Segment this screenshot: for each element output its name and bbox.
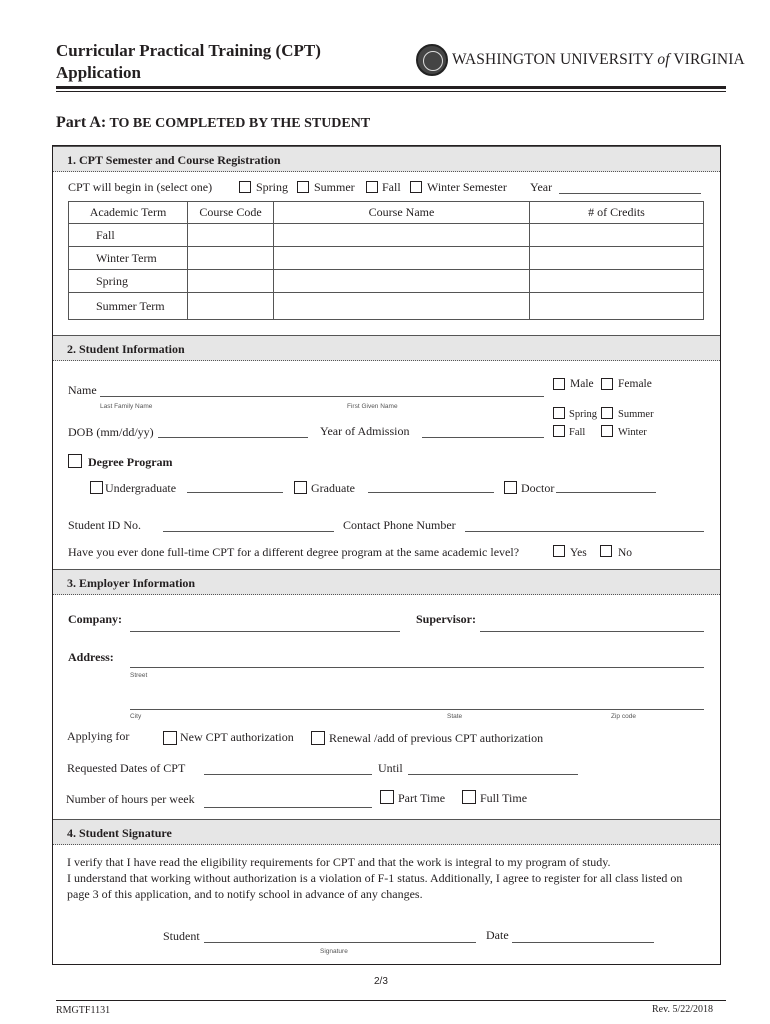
- university-name: [452, 51, 745, 69]
- city-label: City: [130, 713, 142, 720]
- doctor-checkbox[interactable]: [504, 481, 517, 494]
- spring-admit-label: Spring: [569, 409, 598, 420]
- hours-label: Number of hours per week: [66, 792, 195, 806]
- header-course-code: Course Code: [188, 202, 274, 224]
- form-id: RMGTF1131: [56, 1005, 111, 1016]
- student-id-label: Student ID No.: [68, 518, 141, 532]
- summer-label: Summer: [314, 180, 355, 194]
- certification-para1: I verify that I have read the eligibility requirements for CPT and that the work is integral to my program of study.: [67, 855, 611, 869]
- student-id-field[interactable]: [163, 531, 334, 532]
- supervisor-label: Supervisor:: [416, 612, 476, 626]
- course-table: [68, 201, 704, 320]
- state-label: State: [447, 713, 463, 720]
- section4-title: 4. Student Signature: [53, 819, 720, 845]
- requested-dates-label: Requested Dates of CPT: [67, 761, 186, 775]
- female-checkbox[interactable]: [601, 378, 613, 390]
- footer-rule: [56, 1000, 726, 1001]
- row-term-winter: Winter Term: [69, 247, 188, 270]
- winter-admit-checkbox[interactable]: [601, 425, 613, 437]
- summer-admit-label: Summer: [618, 409, 654, 420]
- row-term-summer: Summer Term: [69, 293, 188, 320]
- city-state-zip-field[interactable]: [130, 709, 704, 710]
- contact-phone-field[interactable]: [465, 531, 704, 532]
- credits-cell[interactable]: [530, 293, 704, 320]
- full-time-checkbox[interactable]: [462, 790, 476, 804]
- course-name-cell[interactable]: [274, 270, 530, 293]
- supervisor-field[interactable]: [480, 631, 704, 632]
- yes-label: Yes: [570, 547, 587, 559]
- no-checkbox[interactable]: [600, 545, 612, 557]
- page-number: 2/3: [374, 976, 388, 987]
- summer-admit-checkbox[interactable]: [601, 407, 613, 419]
- spring-admit-checkbox[interactable]: [553, 407, 565, 419]
- header-academic-term: Academic Term: [69, 202, 188, 224]
- female-label: Female: [618, 378, 652, 390]
- prior-cpt-question: Have you ever done full-time CPT for a different degree program at the same academic level?: [68, 545, 520, 559]
- section1-title: 1. CPT Semester and Course Registration: [53, 146, 720, 172]
- applying-for-label: Applying for: [67, 729, 130, 743]
- course-code-cell[interactable]: [188, 224, 274, 247]
- cpt-begin-label: CPT will begin in (select one): [68, 180, 213, 194]
- name-field[interactable]: [100, 396, 544, 397]
- graduate-checkbox[interactable]: [294, 481, 307, 494]
- header-rule: [56, 86, 726, 89]
- renewal-label: Renewal /add of previous CPT authorization: [329, 731, 544, 745]
- part-time-label: Part Time: [398, 791, 446, 805]
- winter-admit-label: Winter: [618, 427, 647, 438]
- course-code-cell[interactable]: [188, 247, 274, 270]
- street-label: Street: [130, 672, 148, 679]
- table-row: [69, 224, 704, 247]
- table-row: [69, 270, 704, 293]
- row-term-fall: Fall: [69, 224, 188, 247]
- form-title-line2: Application: [56, 63, 142, 82]
- student-signature-label: Student: [163, 929, 200, 943]
- renewal-checkbox[interactable]: [311, 731, 325, 745]
- part-a-prefix: Part A:: [56, 114, 107, 131]
- until-label: Until: [378, 761, 403, 775]
- course-code-cell[interactable]: [188, 293, 274, 320]
- part-a-heading: [56, 114, 370, 132]
- date-label: Date: [486, 928, 509, 942]
- undergraduate-field[interactable]: [187, 492, 283, 493]
- course-code-cell[interactable]: [188, 270, 274, 293]
- course-name-cell[interactable]: [274, 293, 530, 320]
- company-label: Company:: [68, 612, 123, 626]
- end-date-field[interactable]: [408, 774, 578, 775]
- male-checkbox[interactable]: [553, 378, 565, 390]
- fall-admit-label: Fall: [569, 427, 586, 438]
- winter-semester-checkbox[interactable]: [410, 181, 422, 193]
- graduate-field[interactable]: [368, 492, 494, 493]
- undergraduate-label: Undergraduate: [105, 481, 177, 495]
- year-field[interactable]: [559, 193, 701, 194]
- company-field[interactable]: [130, 631, 400, 632]
- last-family-name-label: Last Family Name: [100, 403, 153, 410]
- university-name-of: of: [657, 51, 670, 68]
- table-row: [69, 247, 704, 270]
- spring-label: Spring: [256, 180, 289, 194]
- winter-semester-label: Winter Semester: [427, 180, 507, 194]
- new-cpt-checkbox[interactable]: [163, 731, 177, 745]
- part-time-checkbox[interactable]: [380, 790, 394, 804]
- date-field[interactable]: [512, 942, 654, 943]
- start-date-field[interactable]: [204, 774, 372, 775]
- header-course-name: Course Name: [274, 202, 530, 224]
- revision-date: Rev. 5/22/2018: [652, 1004, 714, 1015]
- degree-program-checkbox[interactable]: [68, 454, 82, 468]
- signature-caption: Signature: [320, 948, 348, 955]
- header-rule-thin: [56, 91, 726, 92]
- dob-field[interactable]: [158, 437, 308, 438]
- name-label: Name: [68, 383, 97, 397]
- row-term-spring: Spring: [69, 270, 188, 293]
- contact-phone-label: Contact Phone Number: [343, 518, 456, 532]
- signature-field[interactable]: [204, 942, 476, 943]
- form-title-line1: Curricular Practical Training (CPT): [56, 41, 321, 60]
- course-table-header: [69, 202, 704, 224]
- doctor-field[interactable]: [556, 492, 656, 493]
- credits-cell[interactable]: [530, 247, 704, 270]
- header-credits: # of Credits: [530, 202, 704, 224]
- university-seal-icon: [416, 44, 448, 76]
- fall-checkbox[interactable]: [366, 181, 378, 193]
- address-label: Address:: [68, 650, 114, 664]
- year-label: Year: [530, 180, 553, 194]
- university-name-pre: WASHINGTON UNIVERSITY: [452, 51, 658, 68]
- form-title: [56, 40, 321, 84]
- year-admission-label: Year of Admission: [320, 424, 410, 438]
- university-name-post: VIRGINIA: [669, 51, 745, 68]
- yes-checkbox[interactable]: [553, 545, 565, 557]
- graduate-label: Graduate: [311, 481, 355, 495]
- section3-title: 3. Employer Information: [53, 569, 720, 595]
- full-time-label: Full Time: [480, 791, 528, 805]
- section2-title: 2. Student Information: [53, 335, 720, 361]
- certification-text: [67, 854, 707, 902]
- course-name-cell[interactable]: [274, 224, 530, 247]
- new-cpt-label: New CPT authorization: [180, 730, 294, 744]
- spring-checkbox[interactable]: [239, 181, 251, 193]
- table-row: [69, 293, 704, 320]
- credits-cell[interactable]: [530, 270, 704, 293]
- street-field[interactable]: [130, 667, 704, 668]
- no-label: No: [618, 547, 633, 559]
- first-given-name-label: First Given Name: [347, 403, 398, 410]
- part-a-rest: TO BE COMPLETED BY THE STUDENT: [106, 116, 371, 131]
- course-name-cell[interactable]: [274, 247, 530, 270]
- doctor-label: Doctor: [521, 481, 555, 495]
- fall-label: Fall: [382, 180, 401, 194]
- dob-label: DOB (mm/dd/yy): [68, 425, 154, 439]
- undergraduate-checkbox[interactable]: [90, 481, 103, 494]
- credits-cell[interactable]: [530, 224, 704, 247]
- hours-field[interactable]: [204, 807, 372, 808]
- year-admission-field[interactable]: [422, 437, 544, 438]
- fall-admit-checkbox[interactable]: [553, 425, 565, 437]
- certification-para2: I understand that working without authorization is a violation of F-1 status. Additionally, I agree to register for all class listed on page 3 of this application, and to notify school in advance of any changes.: [67, 871, 683, 901]
- summer-checkbox[interactable]: [297, 181, 309, 193]
- zip-code-label: Zip code: [611, 713, 636, 720]
- degree-program-label: Degree Program: [88, 455, 173, 469]
- male-label: Male: [570, 378, 594, 390]
